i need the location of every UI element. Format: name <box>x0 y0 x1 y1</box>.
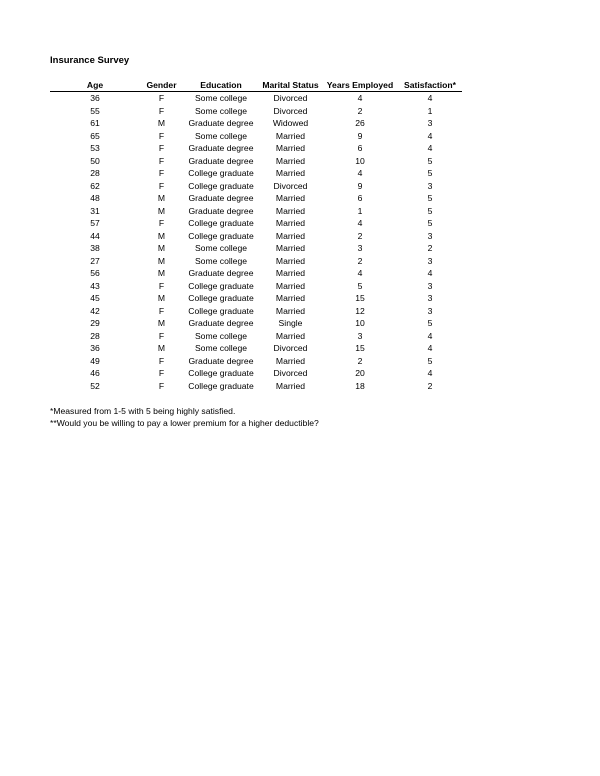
education-cell: College graduate <box>188 230 254 241</box>
years-employed-cell: 15 <box>355 343 365 354</box>
marital-status-cell: Married <box>275 280 306 291</box>
gender-cell: M <box>157 205 166 216</box>
education-cell: Some college <box>194 255 248 266</box>
age-cell: 62 <box>90 180 100 191</box>
table-row <box>50 117 462 130</box>
table-row <box>50 267 462 280</box>
years-employed-cell: 4 <box>357 268 363 279</box>
years-employed-cell: 3 <box>357 330 363 341</box>
education-cell: Graduate degree <box>188 205 254 216</box>
years-employed-cell: 10 <box>355 155 365 166</box>
gender-cell: M <box>157 118 166 129</box>
satisfaction-cell: 4 <box>427 268 433 279</box>
marital-status-cell: Married <box>275 305 306 316</box>
education-cell: College graduate <box>188 293 254 304</box>
marital-status-cell: Divorced <box>273 105 308 116</box>
age-cell: 36 <box>90 343 100 354</box>
marital-status-cell: Married <box>275 255 306 266</box>
marital-status-cell: Married <box>275 193 306 204</box>
marital-status-cell: Married <box>275 218 306 229</box>
years-employed-cell: 20 <box>355 368 365 379</box>
years-employed-cell: 26 <box>355 118 365 129</box>
marital-status-cell: Married <box>275 205 306 216</box>
table-row <box>50 230 462 243</box>
gender-cell: F <box>158 180 165 191</box>
age-cell: 61 <box>90 118 100 129</box>
satisfaction-cell: 3 <box>427 255 433 266</box>
education-cell: College graduate <box>188 280 254 291</box>
marital-status-cell: Married <box>275 268 306 279</box>
gender-cell: F <box>158 143 165 154</box>
satisfaction-cell: 5 <box>427 218 433 229</box>
age-cell: 52 <box>90 380 100 391</box>
education-cell: Some college <box>194 330 248 341</box>
gender-cell: F <box>158 305 165 316</box>
years-employed-cell: 4 <box>357 218 363 229</box>
gender-cell: M <box>157 255 166 266</box>
education-cell: Graduate degree <box>188 318 254 329</box>
footnote-deductible: **Would you be willing to pay a lower premium for a higher deductible? <box>50 418 319 428</box>
table-row <box>50 205 462 218</box>
gender-cell: M <box>157 193 166 204</box>
age-cell: 38 <box>90 243 100 254</box>
education-cell: College graduate <box>188 380 254 391</box>
education-cell: College graduate <box>188 368 254 379</box>
footnotes <box>50 405 319 429</box>
age-cell: 44 <box>90 230 100 241</box>
column-header-education: Education <box>183 79 259 92</box>
years-employed-cell: 3 <box>357 243 363 254</box>
years-employed-cell: 6 <box>357 143 363 154</box>
education-cell: Some college <box>194 343 248 354</box>
gender-cell: F <box>158 368 165 379</box>
years-employed-cell: 12 <box>355 305 365 316</box>
age-cell: 27 <box>90 255 100 266</box>
table-row <box>50 142 462 155</box>
satisfaction-cell: 5 <box>427 155 433 166</box>
education-cell: Graduate degree <box>188 355 254 366</box>
education-cell: Some college <box>194 93 248 104</box>
gender-cell: M <box>157 230 166 241</box>
satisfaction-cell: 2 <box>427 380 433 391</box>
marital-status-cell: Divorced <box>273 93 308 104</box>
marital-status-cell: Married <box>275 130 306 141</box>
gender-cell: F <box>158 155 165 166</box>
satisfaction-cell: 3 <box>427 180 433 191</box>
table-row <box>50 167 462 180</box>
table-row <box>50 217 462 230</box>
age-cell: 43 <box>90 280 100 291</box>
marital-status-cell: Divorced <box>273 368 308 379</box>
education-cell: Graduate degree <box>188 193 254 204</box>
satisfaction-cell: 5 <box>427 168 433 179</box>
education-cell: Some college <box>194 243 248 254</box>
age-cell: 57 <box>90 218 100 229</box>
years-employed-cell: 9 <box>357 130 363 141</box>
gender-cell: F <box>158 355 165 366</box>
age-cell: 28 <box>90 330 100 341</box>
table-row <box>50 380 462 393</box>
education-cell: College graduate <box>188 305 254 316</box>
column-header-satisfaction: Satisfaction* <box>398 79 462 92</box>
age-cell: 42 <box>90 305 100 316</box>
age-cell: 36 <box>90 93 100 104</box>
satisfaction-cell: 4 <box>427 330 433 341</box>
years-employed-cell: 4 <box>357 93 363 104</box>
marital-status-cell: Married <box>275 243 306 254</box>
age-cell: 55 <box>90 105 100 116</box>
gender-cell: F <box>158 130 165 141</box>
table-row <box>50 180 462 193</box>
column-header-gender: Gender <box>140 79 183 92</box>
satisfaction-cell: 3 <box>427 293 433 304</box>
years-employed-cell: 4 <box>357 168 363 179</box>
age-cell: 29 <box>90 318 100 329</box>
satisfaction-cell: 5 <box>427 193 433 204</box>
table-row <box>50 355 462 368</box>
marital-status-cell: Married <box>275 168 306 179</box>
marital-status-cell: Divorced <box>273 343 308 354</box>
table-row <box>50 92 462 105</box>
marital-status-cell: Married <box>275 143 306 154</box>
years-employed-cell: 2 <box>357 230 363 241</box>
marital-status-cell: Married <box>275 330 306 341</box>
column-header-marital-status: Marital Status <box>259 79 322 92</box>
table-row <box>50 317 462 330</box>
age-cell: 48 <box>90 193 100 204</box>
years-employed-cell: 2 <box>357 355 363 366</box>
page-title: Insurance Survey <box>50 55 130 66</box>
table-row <box>50 330 462 343</box>
gender-cell: F <box>158 168 165 179</box>
age-cell: 53 <box>90 143 100 154</box>
years-employed-cell: 9 <box>357 180 363 191</box>
satisfaction-cell: 3 <box>427 118 433 129</box>
marital-status-cell: Married <box>275 293 306 304</box>
satisfaction-cell: 3 <box>427 230 433 241</box>
years-employed-cell: 2 <box>357 255 363 266</box>
marital-status-cell: Married <box>275 230 306 241</box>
table-row <box>50 130 462 143</box>
table-row <box>50 255 462 268</box>
gender-cell: F <box>158 380 165 391</box>
age-cell: 46 <box>90 368 100 379</box>
gender-cell: F <box>158 93 165 104</box>
education-cell: College graduate <box>188 168 254 179</box>
table-row <box>50 155 462 168</box>
education-cell: Graduate degree <box>188 268 254 279</box>
education-cell: Some college <box>194 105 248 116</box>
satisfaction-cell: 5 <box>427 318 433 329</box>
satisfaction-cell: 4 <box>427 368 433 379</box>
marital-status-cell: Widowed <box>272 118 309 129</box>
satisfaction-cell: 3 <box>427 305 433 316</box>
years-employed-cell: 1 <box>357 205 363 216</box>
footnote-satisfaction: *Measured from 1-5 with 5 being highly satisfied. <box>50 406 236 416</box>
education-cell: College graduate <box>188 180 254 191</box>
years-employed-cell: 18 <box>355 380 365 391</box>
education-cell: College graduate <box>188 218 254 229</box>
satisfaction-cell: 4 <box>427 93 433 104</box>
education-cell: Graduate degree <box>188 143 254 154</box>
education-cell: Graduate degree <box>188 118 254 129</box>
education-cell: Graduate degree <box>188 155 254 166</box>
satisfaction-cell: 1 <box>427 105 433 116</box>
age-cell: 31 <box>90 205 100 216</box>
years-employed-cell: 15 <box>355 293 365 304</box>
table-row <box>50 342 462 355</box>
satisfaction-cell: 5 <box>427 355 433 366</box>
gender-cell: M <box>157 318 166 329</box>
gender-cell: F <box>158 330 165 341</box>
gender-cell: F <box>158 280 165 291</box>
gender-cell: M <box>157 293 166 304</box>
table-header <box>50 79 462 92</box>
years-employed-cell: 5 <box>357 280 363 291</box>
age-cell: 50 <box>90 155 100 166</box>
survey-table <box>50 79 462 392</box>
gender-cell: F <box>158 218 165 229</box>
gender-cell: F <box>158 105 165 116</box>
table-body <box>50 92 462 393</box>
marital-status-cell: Divorced <box>273 180 308 191</box>
marital-status-cell: Married <box>275 155 306 166</box>
age-cell: 49 <box>90 355 100 366</box>
satisfaction-cell: 5 <box>427 205 433 216</box>
years-employed-cell: 6 <box>357 193 363 204</box>
table-row <box>50 280 462 293</box>
table-row <box>50 105 462 118</box>
age-cell: 28 <box>90 168 100 179</box>
satisfaction-cell: 2 <box>427 243 433 254</box>
table-row <box>50 367 462 380</box>
table-row <box>50 292 462 305</box>
marital-status-cell: Married <box>275 380 306 391</box>
table-row <box>50 305 462 318</box>
years-employed-cell: 2 <box>357 105 363 116</box>
satisfaction-cell: 3 <box>427 280 433 291</box>
age-cell: 45 <box>90 293 100 304</box>
marital-status-cell: Single <box>278 318 303 329</box>
column-header-years-employed: Years Employed <box>322 79 398 92</box>
satisfaction-cell: 4 <box>427 143 433 154</box>
table-row <box>50 192 462 205</box>
years-employed-cell: 10 <box>355 318 365 329</box>
header-row <box>50 79 462 92</box>
gender-cell: M <box>157 343 166 354</box>
age-cell: 65 <box>90 130 100 141</box>
gender-cell: M <box>157 268 166 279</box>
table-row <box>50 242 462 255</box>
satisfaction-cell: 4 <box>427 343 433 354</box>
education-cell: Some college <box>194 130 248 141</box>
marital-status-cell: Married <box>275 355 306 366</box>
gender-cell: M <box>157 243 166 254</box>
column-header-age: Age <box>50 79 140 92</box>
satisfaction-cell: 4 <box>427 130 433 141</box>
age-cell: 56 <box>90 268 100 279</box>
